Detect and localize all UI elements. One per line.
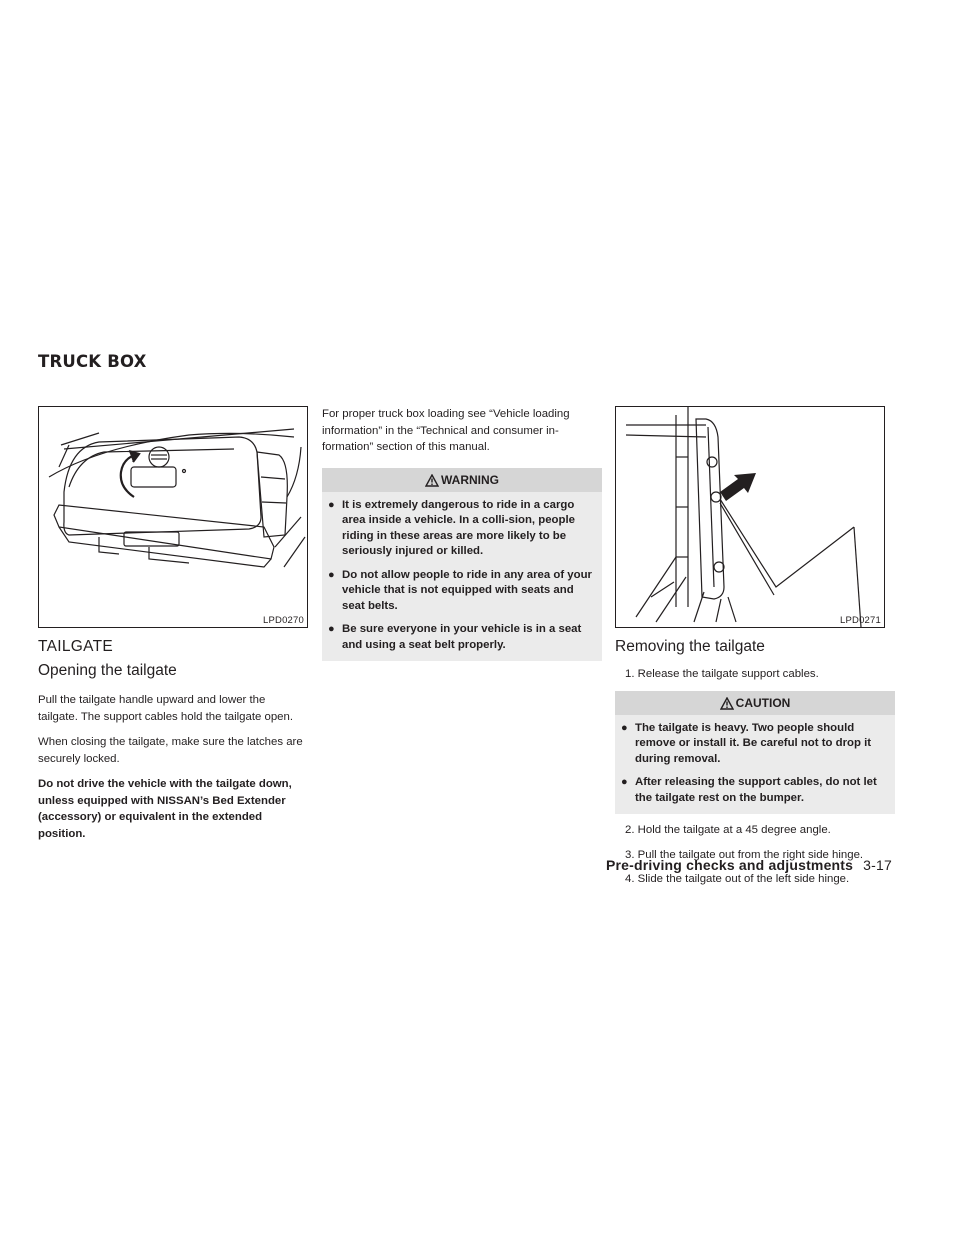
paragraph: For proper truck box loading see “Vehicle loading information” in the “Technical and consumer in-formation” section of this manual.	[322, 408, 570, 453]
figure-code: LPD0270	[262, 615, 304, 626]
warning-header	[322, 468, 602, 492]
page-number: 3-17	[863, 857, 892, 873]
tailgate-illustration	[39, 407, 307, 627]
bullet-icon: ●	[621, 721, 628, 734]
hinge-illustration	[616, 407, 884, 627]
caution-box	[615, 691, 895, 815]
list-item: ● Do not allow people to ride in any area of your vehicle that is not equipped with seats and seat belts.	[328, 568, 592, 612]
page-footer	[606, 857, 892, 873]
bullet-icon: ●	[328, 568, 335, 581]
list-item: 3. Pull the tailgate out from the right side hinge.	[625, 848, 864, 861]
hinge-figure	[615, 406, 885, 628]
removing-heading: Removing the tailgate	[615, 638, 765, 655]
caution-header	[615, 691, 895, 715]
warning-box	[322, 468, 602, 662]
caution-title: CAUTION	[735, 695, 791, 710]
list-item: ● Be sure everyone in your vehicle is in a seat and using a seat belt properly.	[328, 623, 582, 651]
paragraph: When closing the tailgate, make sure the latches are securely locked.	[38, 736, 303, 765]
column-left	[38, 406, 308, 851]
list-item: 2. Hold the tailgate at a 45 degree angle.	[625, 824, 831, 836]
caution-icon	[720, 694, 734, 718]
warning-icon	[425, 471, 439, 495]
list-item: ● It is extremely dangerous to ride in a cargo area inside a vehicle. In a colli-sion, people riding in these areas are more likely to be seriously injured or killed.	[328, 498, 575, 557]
list-item: ● After releasing the support cables, do not let the tailgate rest on the bumper.	[621, 776, 877, 804]
section-heading: TRUCK BOX	[38, 352, 147, 371]
list-item: 1. Release the tailgate support cables.	[625, 668, 819, 680]
column-right	[615, 406, 895, 896]
bullet-icon: ●	[328, 623, 335, 635]
list-item: 4. Slide the tailgate out of the left side hinge.	[625, 873, 850, 885]
bullet-icon: ●	[328, 498, 335, 511]
tailgate-figure	[38, 406, 308, 628]
list-item: ● The tailgate is heavy. Two people should remove or install it. Be careful not to drop it during removal.	[621, 721, 872, 765]
footer-section: Pre-driving checks and adjustments	[605, 857, 854, 873]
column-middle	[322, 406, 602, 661]
figure-code: LPD0271	[839, 615, 881, 626]
tailgate-heading: TAILGATE	[38, 638, 114, 655]
warning-title: WARNING	[441, 472, 499, 487]
paragraph: Pull the tailgate handle upward and lower the tailgate. The support cables hold the tailgate open.	[38, 694, 293, 723]
opening-heading: Opening the tailgate	[38, 662, 177, 679]
bullet-icon: ●	[621, 776, 628, 788]
bold-paragraph: Do not drive the vehicle with the tailgate down, unless equipped with NISSAN’s Bed Extender (accessory) or equivalent in the extended position.	[38, 778, 292, 840]
